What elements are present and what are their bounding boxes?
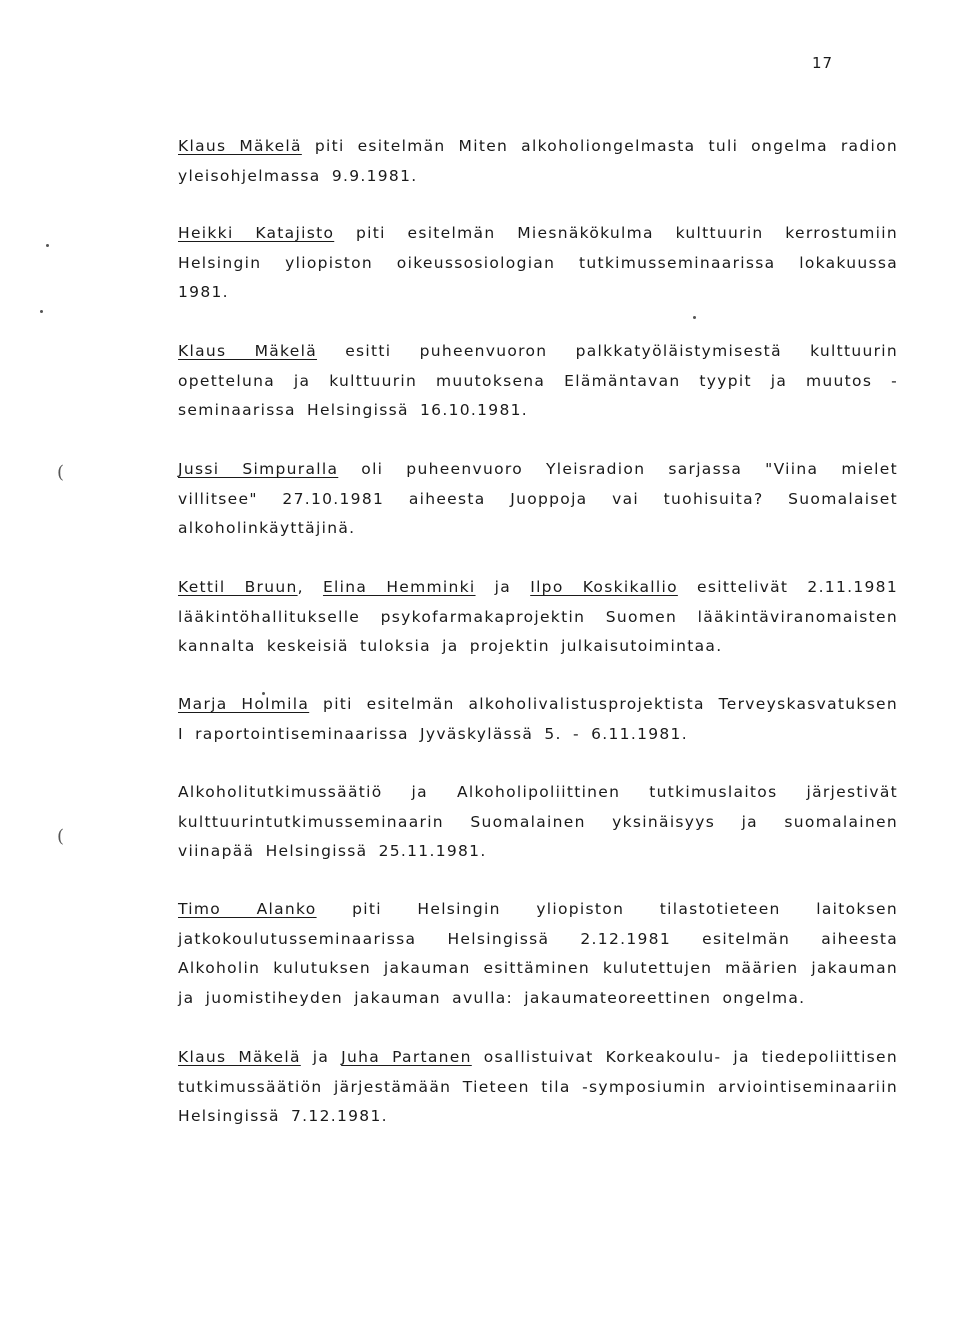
person-name: Klaus Mäkelä xyxy=(178,342,318,360)
person-name: Timo Alanko xyxy=(178,900,317,918)
entry-7 xyxy=(178,778,898,867)
entry-2 xyxy=(178,219,898,308)
binder-hole-mark: ( xyxy=(57,826,65,847)
entry-9 xyxy=(178,1043,898,1132)
person-name: Klaus Mäkelä xyxy=(178,1048,301,1066)
person-name: Juha Partanen xyxy=(341,1048,472,1066)
scan-speck xyxy=(46,244,49,247)
binder-hole-mark: ( xyxy=(57,462,65,483)
entry-3 xyxy=(178,337,898,426)
entry-text: esitti puheenvuoron palkkatyöläistymisestä kulttuurin opetteluna ja kulttuurin muutoksena Elämäntavan tyypit ja muutos -seminaarissa Helsingissä 16.10.1981. xyxy=(178,342,898,419)
entry-1 xyxy=(178,132,898,191)
person-name: Kettil Bruun xyxy=(178,578,298,596)
entry-text: Alkoholitutkimussäätiö ja Alkoholipoliittinen tutkimuslaitos järjestivät kulttuurintutkimusseminaarin Suomalainen yksinäisyys ja suomalainen viinapää Helsingissä 25.11.1981. xyxy=(178,783,898,860)
entry-4 xyxy=(178,455,898,544)
entry-text: piti esitelmän alkoholivalistusprojektista Terveyskasvatuksen I raportointiseminaarissa Jyväskylässä 5. - 6.11.1981. xyxy=(178,695,899,743)
entry-text: ja xyxy=(475,578,531,596)
scan-speck xyxy=(262,692,265,695)
entry-text: esittelivät 2.11.1981 lääkintöhallitukselle psykofarmakaprojektin Suomen lääkintäviranomaisten kannalta keskeisiä tuloksia ja projektin julkaisutoimintaa. xyxy=(178,578,898,655)
entry-text: piti esitelmän Miesnäkökulma kulttuurin kerrostumiin Helsingin yliopiston oikeussosiologian tutkimusseminaarissa lokakuussa 1981. xyxy=(178,224,898,301)
person-name: Klaus Mäkelä xyxy=(178,137,302,155)
scan-speck xyxy=(693,316,696,319)
entry-text: osallistuivat Korkeakoulu- ja tiedepoliittisen tutkimussäätiön järjestämään Tieteen tila -symposiumin arviointiseminaariin Helsingissä 7.12.1981. xyxy=(178,1048,899,1125)
person-name: Marja Holmila xyxy=(178,695,310,713)
person-name: Jussi Simpuralla xyxy=(178,460,339,478)
entry-text: ja xyxy=(300,1048,342,1066)
entry-8 xyxy=(178,895,898,1013)
person-name: Elina Hemminki xyxy=(322,578,476,596)
page-number: 17 xyxy=(812,54,834,72)
person-name: Heikki Katajisto xyxy=(178,224,335,242)
entry-6 xyxy=(178,690,898,749)
entry-text: oli puheenvuoro Yleisradion sarjassa "Viina mielet villitsee" 27.10.1981 aiheesta Juoppoja vai tuohisuita? Suomalaiset alkoholinkäyttäjinä. xyxy=(178,460,898,537)
person-name: Ilpo Koskikallio xyxy=(530,578,678,596)
entry-text: , xyxy=(297,578,323,596)
entry-5 xyxy=(178,573,898,662)
entry-text: piti esitelmän Miten alkoholiongelmasta tuli ongelma radion yleisohjelmassa 9.9.1981. xyxy=(178,137,899,185)
entry-text: piti Helsingin yliopiston tilastotieteen laitoksen jatkokoulutusseminaarissa Helsingissä 2.12.1981 esitelmän aiheesta Alkoholin kulutuksen jakauman esittäminen kulutettujen määrien jakauman ja juomistiheyden jakauman avulla: jakaumateoreettinen ongelma. xyxy=(178,900,899,1007)
scan-speck xyxy=(40,310,43,313)
